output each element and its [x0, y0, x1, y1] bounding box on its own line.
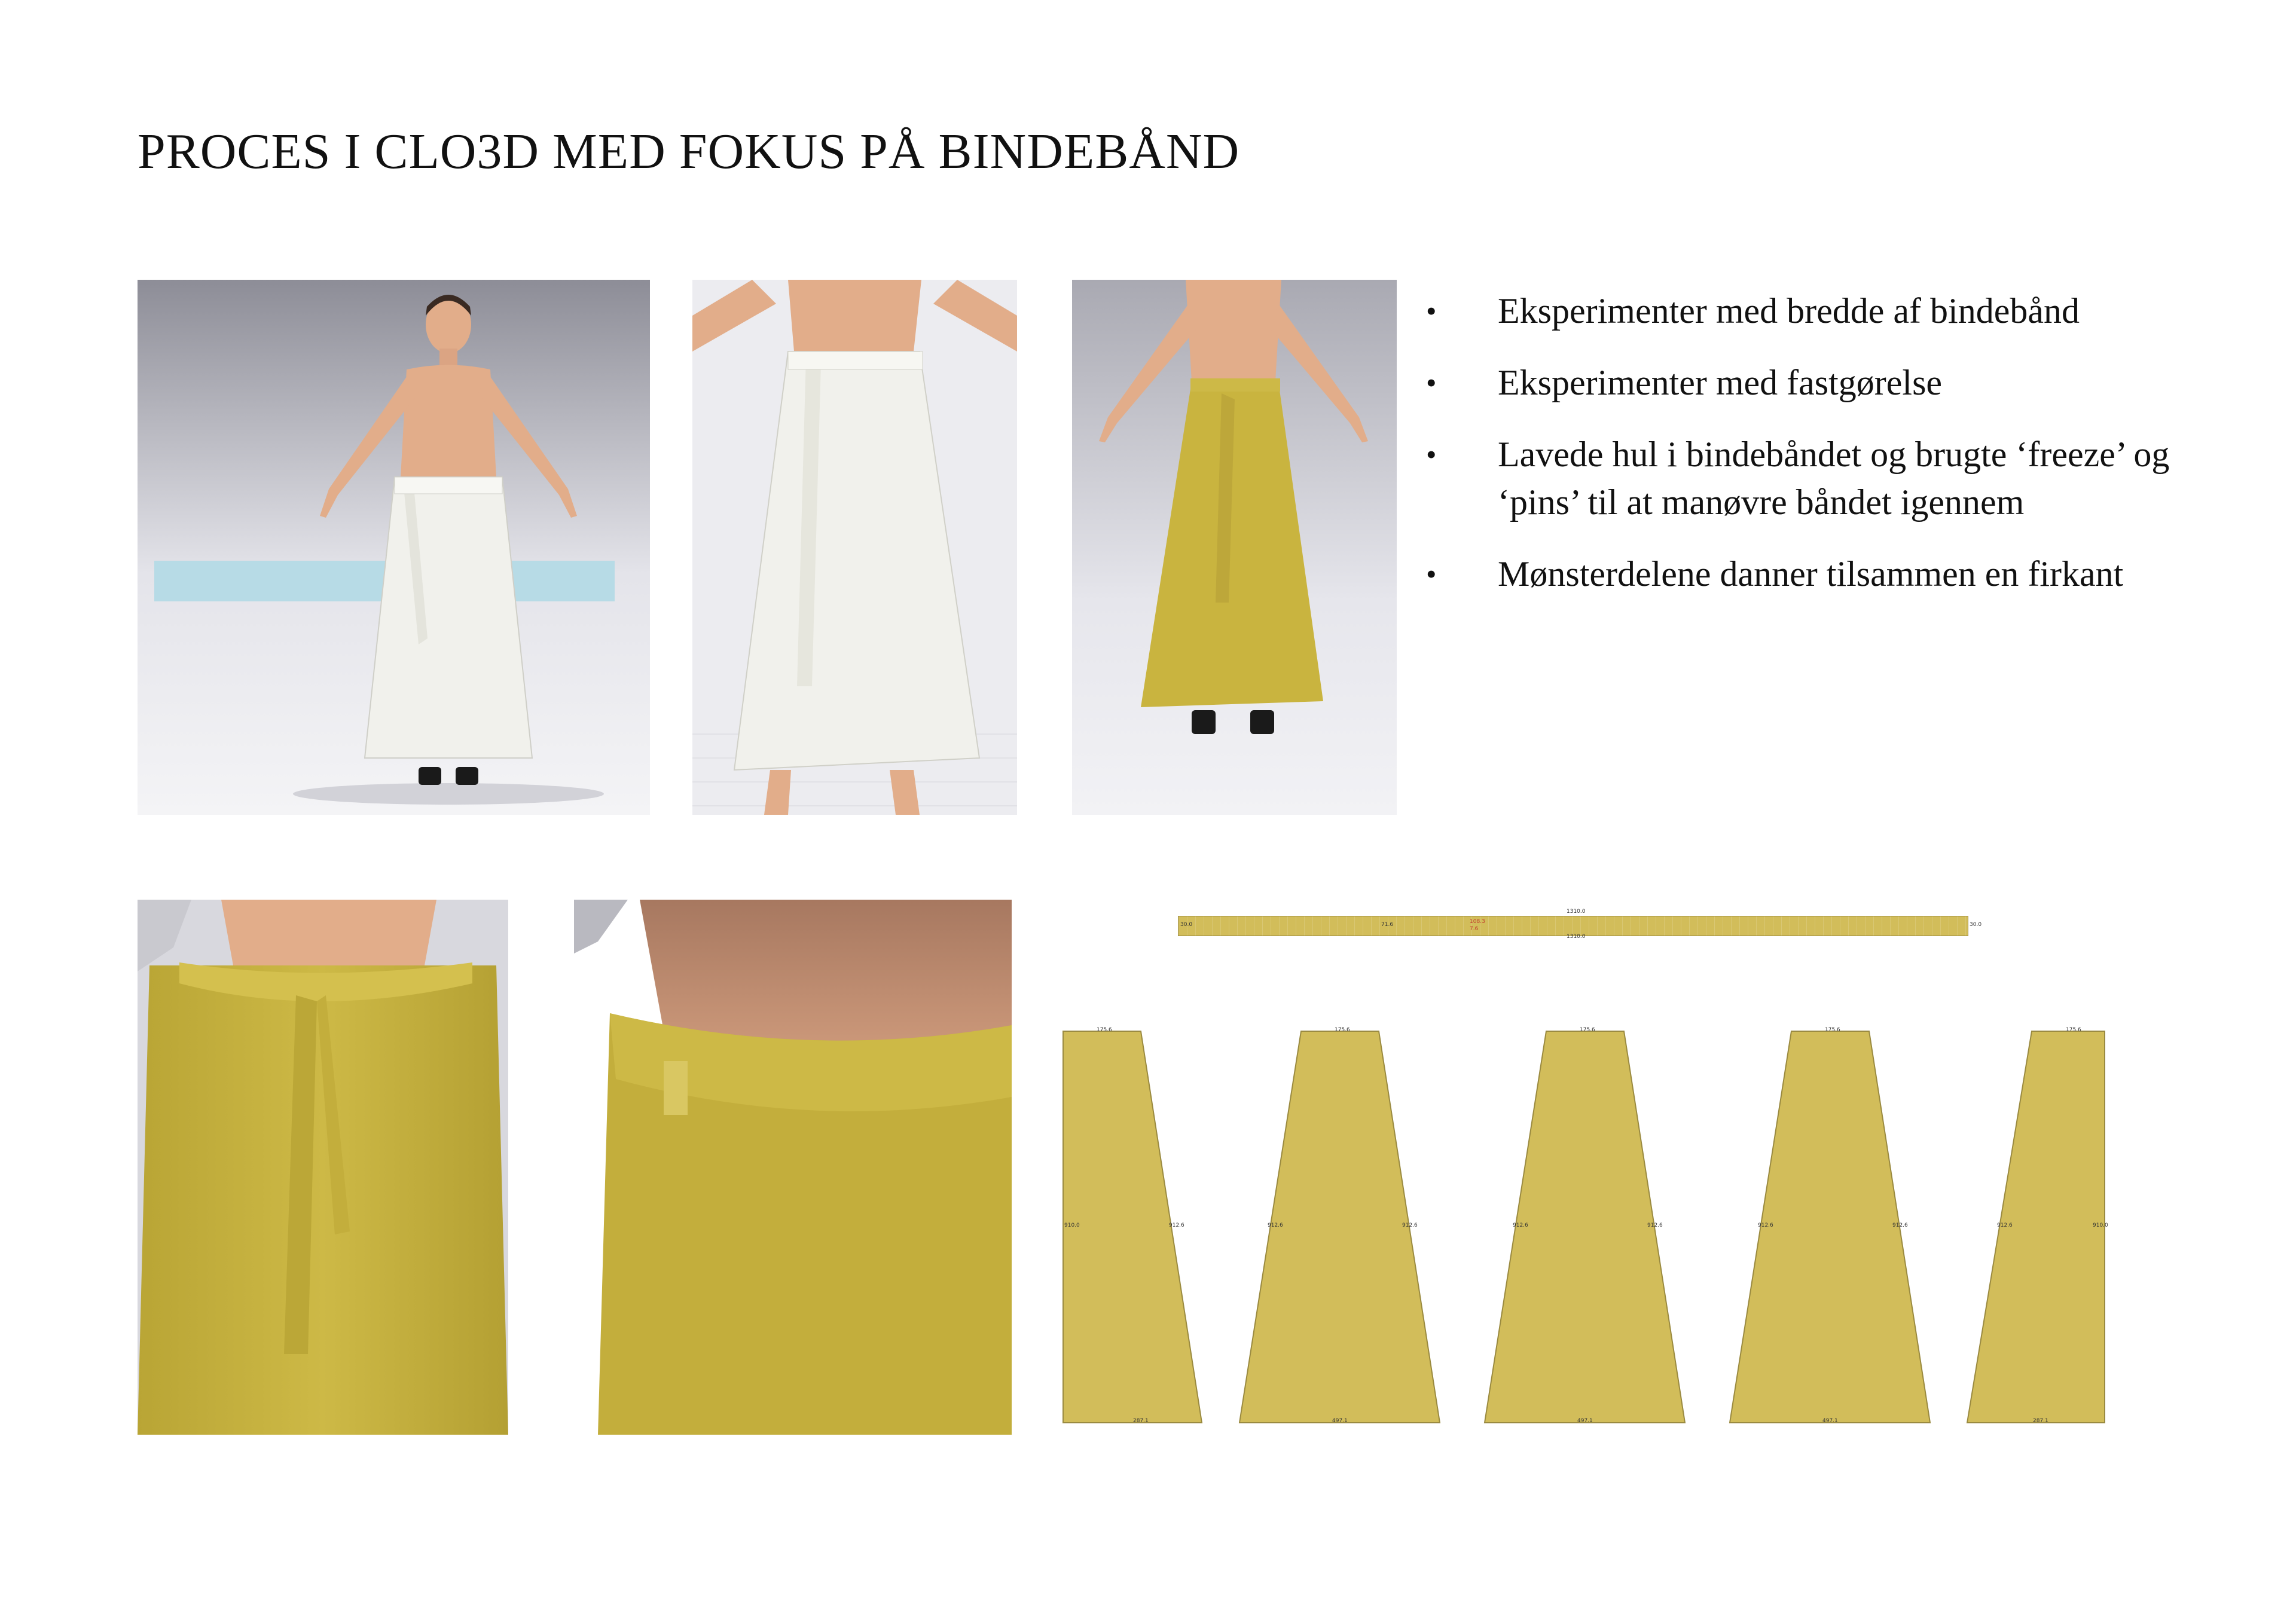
skirt-pattern-piece	[1966, 1031, 2109, 1423]
bullet-item: • Eksperimenter med bredde af bindebånd	[1423, 287, 2248, 335]
bullet-item: • Eksperimenter med fastgørelse	[1423, 359, 2248, 406]
render-waistband-detail	[574, 900, 1012, 1435]
bullet-item: • Mønsterdelene danner tilsammen en firkant	[1423, 550, 2248, 598]
process-bullet-list	[1423, 287, 2248, 622]
bullet-glyph: •	[1426, 294, 1437, 328]
waistband-pattern-strip	[1178, 916, 1968, 936]
page-title: PROCES I CLO3D MED FOKUS PÅ BINDEBÅND	[138, 124, 1240, 179]
bullet-glyph: •	[1426, 438, 1437, 471]
bullet-glyph: •	[1426, 557, 1437, 591]
render-white-skirt-closeup	[692, 280, 1017, 815]
skirt-pattern-piece	[1063, 1031, 1207, 1423]
render-yellow-skirt-full	[1072, 280, 1397, 815]
render-tie-detail	[138, 900, 508, 1435]
bullet-glyph: •	[1426, 366, 1437, 399]
bullet-item: • Lavede hul i bindebåndet og brugte ‘freeze’ og ‘pins’ til at manøvre båndet igennem	[1423, 430, 2248, 526]
render-white-skirt-full	[138, 280, 650, 815]
